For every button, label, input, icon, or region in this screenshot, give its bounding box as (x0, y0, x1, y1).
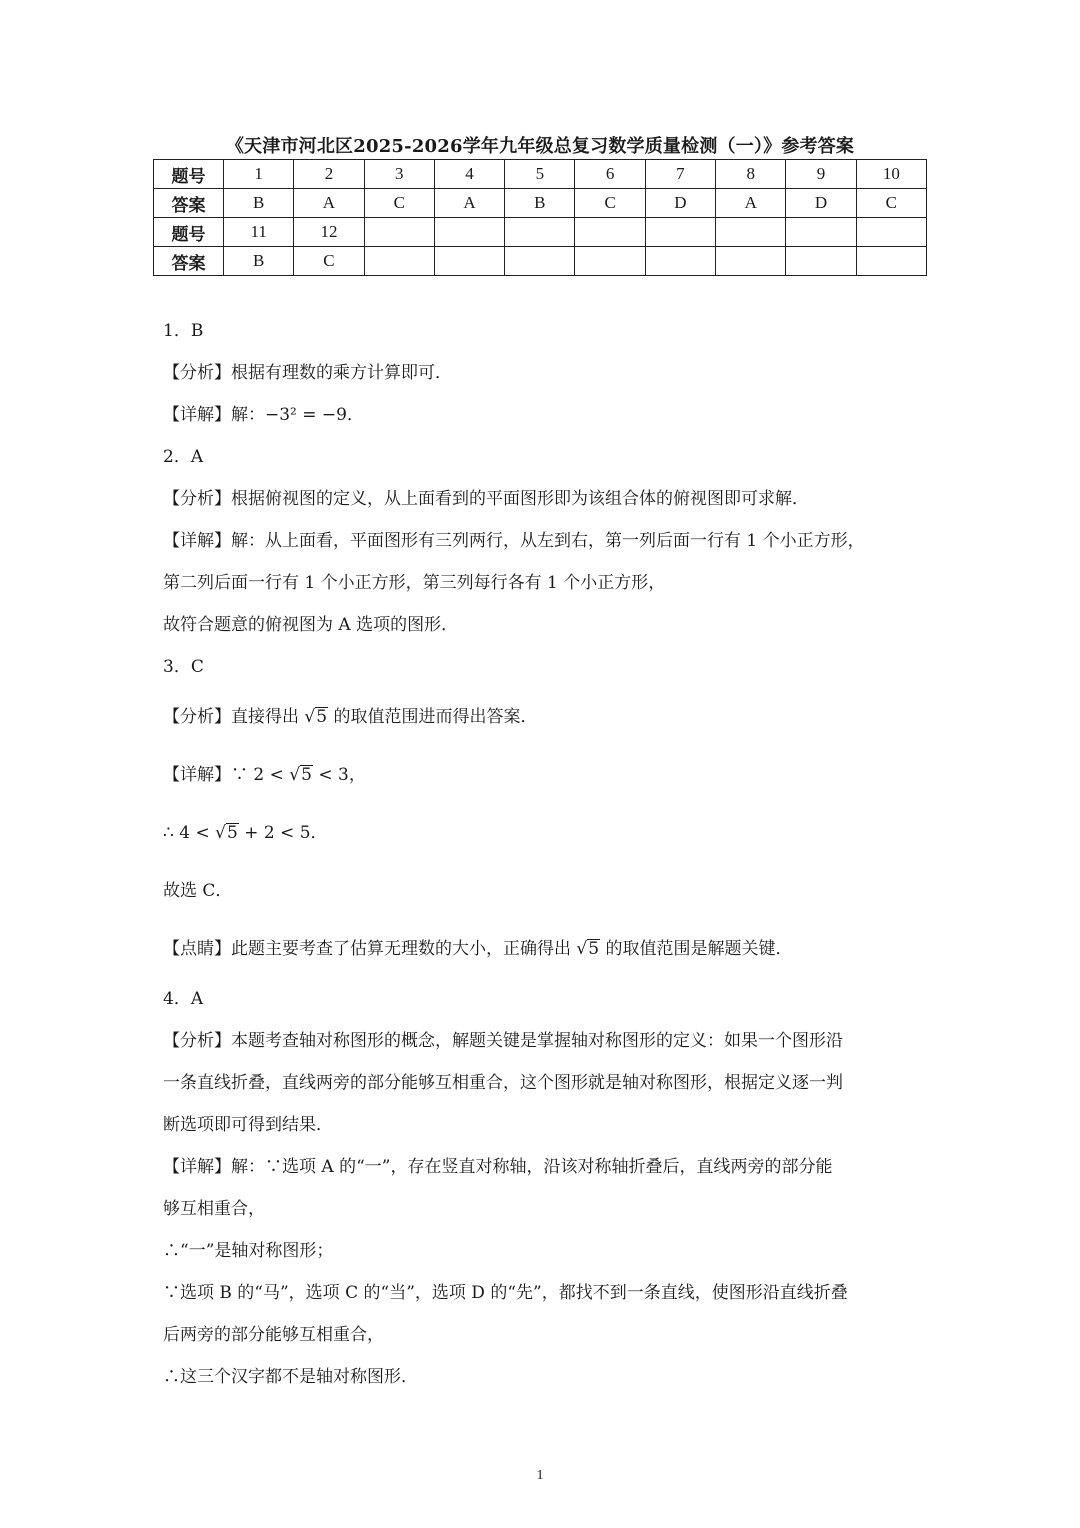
table-row (154, 247, 927, 276)
sqrt-five: √5 (304, 707, 328, 727)
table-cell: 8 (716, 160, 786, 189)
row-label: 题号 (154, 160, 224, 189)
table-cell (716, 218, 786, 247)
table-row (154, 160, 927, 189)
sqrt-five: √5 (289, 765, 312, 785)
table-row (154, 218, 927, 247)
table-cell: D (786, 189, 856, 218)
question-1-analysis: 【分析】根据有理数的乘方计算即可． (163, 363, 452, 383)
question-4-answer: 4．A (163, 989, 204, 1009)
sqrt-five: √5 (215, 823, 238, 843)
question-2-detail-cont: 故符合题意的俯视图为 A 选项的图形． (163, 615, 459, 635)
table-cell: A (434, 189, 504, 218)
table-cell: 7 (645, 160, 715, 189)
table-cell: 12 (294, 218, 364, 247)
question-4-detail-cont: 后两旁的部分能够互相重合， (163, 1325, 384, 1345)
table-cell: 10 (856, 160, 926, 189)
table-cell: B (224, 247, 294, 276)
question-3-analysis: 【分析】直接得出 √5 的取值范围进而得出答案． (163, 688, 923, 746)
question-3-detail: 【详解】∵ 2 < √5 < 3， (163, 746, 923, 804)
table-cell: C (575, 189, 645, 218)
table-cell (505, 218, 575, 247)
table-cell: A (716, 189, 786, 218)
row-label: 答案 (154, 247, 224, 276)
document-title: 《天津市河北区2025-2026学年九年级总复习数学质量检测（一）》参考答案 (225, 136, 855, 157)
sqrt-five: √5 (576, 939, 600, 959)
table-cell (645, 218, 715, 247)
question-4-detail-cont: ∴“一”是轴对称图形； (163, 1241, 334, 1261)
table-cell: 2 (294, 160, 364, 189)
question-3-conclusion: 故选 C． (163, 881, 233, 901)
table-cell (786, 247, 856, 276)
table-cell: B (505, 189, 575, 218)
table-cell (434, 218, 504, 247)
question-4-detail-cont: 够互相重合， (163, 1199, 265, 1219)
table-cell: 11 (224, 218, 294, 247)
question-4-analysis: 【分析】本题考查轴对称图形的概念，解题关键是掌握轴对称图形的定义：如果一个图形沿 (163, 1031, 843, 1051)
row-label: 题号 (154, 218, 224, 247)
table-cell (645, 247, 715, 276)
table-cell: C (856, 189, 926, 218)
table-cell (364, 247, 434, 276)
table-cell: 6 (575, 160, 645, 189)
question-4-analysis-cont: 一条直线折叠，直线两旁的部分能够互相重合，这个图形就是轴对称图形，根据定义逐一判 (163, 1073, 843, 1093)
table-cell (575, 218, 645, 247)
table-cell: B (224, 189, 294, 218)
answer-table (153, 159, 927, 276)
question-2-analysis: 【分析】根据俯视图的定义，从上面看到的平面图形即为该组合体的俯视图即可求解． (163, 489, 809, 509)
question-3-comment: 【点睛】此题主要考查了估算无理数的大小，正确得出 √5 的取值范围是解题关键． (163, 920, 923, 978)
table-cell (716, 247, 786, 276)
question-1-detail: 【详解】解：−3² = −9． (163, 405, 364, 425)
table-cell: D (645, 189, 715, 218)
table-cell (786, 218, 856, 247)
question-4-analysis-cont: 断选项即可得到结果． (163, 1115, 333, 1135)
question-2-detail: 【详解】解：从上面看，平面图形有三列两行，从左到右，第一列后面一行有 1 个小正方形， (163, 531, 865, 551)
table-cell: C (364, 189, 434, 218)
table-cell: A (294, 189, 364, 218)
table-cell: C (294, 247, 364, 276)
question-3-answer: 3．C (163, 657, 204, 677)
question-2-answer: 2．A (163, 447, 204, 467)
question-1-answer: 1．B (163, 321, 204, 341)
table-cell: 3 (364, 160, 434, 189)
question-3-inequality: ∴ 4 < √5 + 2 < 5． (163, 804, 923, 862)
question-4-detail-cont: ∵选项 B 的“马”，选项 C 的“当”，选项 D 的“先”，都找不到一条直线，使图形沿直线折叠 (163, 1283, 848, 1303)
solution-body (163, 310, 923, 1398)
page-number: 1 (536, 1468, 544, 1483)
table-cell: 9 (786, 160, 856, 189)
table-cell (856, 247, 926, 276)
table-cell (856, 218, 926, 247)
row-label: 答案 (154, 189, 224, 218)
table-cell (575, 247, 645, 276)
question-2-detail-cont: 第二列后面一行有 1 个小正方形，第三列每行各有 1 个小正方形， (163, 573, 666, 593)
table-cell: 5 (505, 160, 575, 189)
table-cell: 1 (224, 160, 294, 189)
table-cell (434, 247, 504, 276)
table-cell (364, 218, 434, 247)
table-row (154, 189, 927, 218)
question-4-detail-cont: ∴这三个汉字都不是轴对称图形． (163, 1367, 418, 1387)
question-4-detail: 【详解】解：∵选项 A 的“一”，存在竖直对称轴，沿该对称轴折叠后，直线两旁的部分能 (163, 1157, 833, 1177)
table-cell (505, 247, 575, 276)
table-cell: 4 (434, 160, 504, 189)
